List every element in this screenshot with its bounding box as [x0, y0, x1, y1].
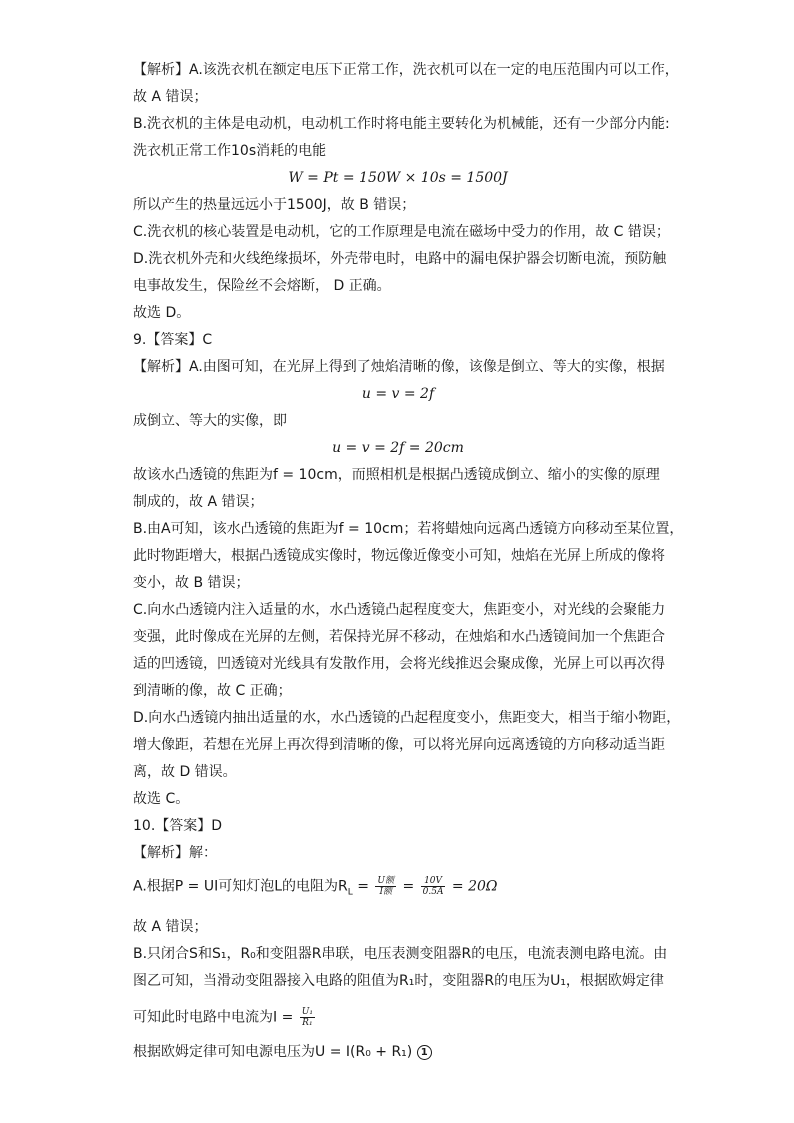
q10-voltage-text: 根据欧姆定律可知电源电压为U = I(R₀ + R₁) — [133, 1044, 413, 1060]
q10-voltage-line — [133, 1042, 673, 1062]
q8-analysis-line-8: 电事故发生，保险丝不会熔断， D 正确。 — [133, 278, 391, 294]
q9-equation-1: u = v = 2f — [361, 386, 435, 402]
q10-fraction-rated-denominator: I额 — [379, 887, 392, 897]
q10-resistance-text: A.根据P = UI可知灯泡L的电阻为R — [133, 878, 348, 895]
q10-answer: 10.【答案】D — [133, 818, 223, 834]
q10-fraction-values — [421, 876, 446, 897]
q10-fraction-current-denominator: R₁ — [302, 1018, 313, 1028]
q10-analysis-line-4: B.只闭合S和S₁，R₀和变阻器R串联，电压表测变阻器R的电压，电流表测电路电流。由 — [133, 946, 668, 962]
equation-number-1-icon: 1 — [417, 1045, 432, 1060]
q9-conclusion: 故选 C。 — [133, 791, 190, 807]
q9-analysis-line-8: C.向水凸透镜内注入适量的水，水凸透镜凸起程度变大，焦距变小，对光线的会聚能力 — [133, 602, 666, 618]
q8-conclusion: 故选 D。 — [133, 305, 191, 321]
q9-analysis-line-1: 【解析】A.由图可知，在光屏上得到了烛焰清晰的像，该像是倒立、等大的实像，根据 — [133, 359, 665, 375]
q10-fraction-values-numerator: 10V — [421, 876, 446, 887]
q10-resistance-subscript: L — [347, 887, 353, 898]
q10-analysis-line-3: 故 A 错误； — [133, 919, 208, 935]
q9-analysis-line-2: 成倒立、等大的实像，即 — [133, 413, 287, 429]
q9-equation-2: u = v = 2f = 20cm — [332, 440, 464, 456]
q8-analysis-line-3: B.洗衣机的主体是电动机，电动机工作时将电能主要转化为机械能，还有一少部分内能: — [133, 116, 670, 132]
q9-analysis-line-9: 变强，此时像成在光屏的左侧，若保持光屏不移动，在烛焰和水凸透镜间加一个焦距合 — [133, 629, 665, 645]
q9-analysis-line-4: 制成的，故 A 错误； — [133, 494, 264, 510]
q9-analysis-line-10: 适的凹透镜，凹透镜对光线具有发散作用，会将光线推迟会聚成像，光屏上可以再次得 — [133, 656, 665, 672]
q10-current-line — [133, 1007, 673, 1028]
q8-analysis-line-7: D.洗衣机外壳和火线绝缘损坏，外壳带电时，电路中的漏电保护器会切断电流，预防触 — [133, 251, 667, 267]
q8-analysis-line-2: 故 A 错误； — [133, 89, 208, 105]
q10-resistance-result: = 20Ω — [447, 878, 498, 895]
q8-analysis-line-5: 所以产生的热量远远小于1500J，故 B 错误； — [133, 197, 416, 213]
q8-analysis-line-4: 洗衣机正常工作10s消耗的电能 — [133, 143, 327, 159]
q9-analysis-line-12: D.向水凸透镜内抽出适量的水，水凸透镜的凸起程度变小，焦距变大，相当于缩小物距， — [133, 710, 681, 726]
q10-fraction-values-denominator: 0.5A — [422, 887, 444, 897]
q9-analysis-line-6: 此时物距增大，根据凸透镜成实像时，物远像近像变小可知，烛焰在光屏上所成的像将 — [133, 548, 665, 564]
q10-fraction-current — [300, 1007, 315, 1028]
q10-fraction-rated — [375, 876, 396, 897]
q10-analysis-heading: 【解析】解： — [133, 845, 217, 861]
q10-equals: = — [352, 878, 374, 895]
q9-analysis-line-11: 到清晰的像，故 C 正确； — [133, 683, 292, 699]
q9-answer: 9.【答案】C — [133, 332, 213, 348]
q9-analysis-line-5: B.由A可知，该水凸透镜的焦距为f = 10cm；若将蜡烛向远离凸透镜方向移动至某位置， — [133, 521, 684, 537]
q9-analysis-line-7: 变小，故 B 错误； — [133, 575, 250, 591]
q8-analysis-line-6: C.洗衣机的核心装置是电动机，它的工作原理是电流在磁场中受力的作用，故 C 错误； — [133, 224, 670, 240]
q10-resistance-line: A.根据P = UI可知灯泡L的电阻为$R_L$ = $\frac{\text{U额}}{\text{I额}}$ = $\frac{10V}{0.5A}$ = 20Ω — [133, 876, 498, 898]
q9-analysis-line-14: 离，故 D 错误。 — [133, 764, 237, 780]
q10-analysis-line-5: 图乙可知，当滑动变阻器接入电路的阻值为R₁时，变阻器R的电压为U₁，根据欧姆定律 — [133, 973, 664, 989]
q9-analysis-line-13: 增大像距，若想在光屏上再次得到清晰的像，可以将光屏向远离透镜的方向移动适当距 — [133, 737, 665, 753]
q8-analysis-line-1: 【解析】A.该洗衣机在额定电压下正常工作，洗衣机可以在一定的电压范围内可以工作， — [133, 62, 679, 78]
q10-current-text: 可知此时电路中电流为I = — [133, 1009, 298, 1026]
q10-fraction-rated-numerator: U额 — [377, 876, 395, 886]
q8-energy-equation: W = Pt = 150W × 10s = 1500J — [288, 170, 508, 186]
q10-fraction-current-numerator: U₁ — [301, 1007, 313, 1017]
q9-analysis-line-3: 故该水凸透镜的焦距为f = 10cm，而照相机是根据凸透镜成倒立、缩小的实像的原理 — [133, 467, 660, 483]
